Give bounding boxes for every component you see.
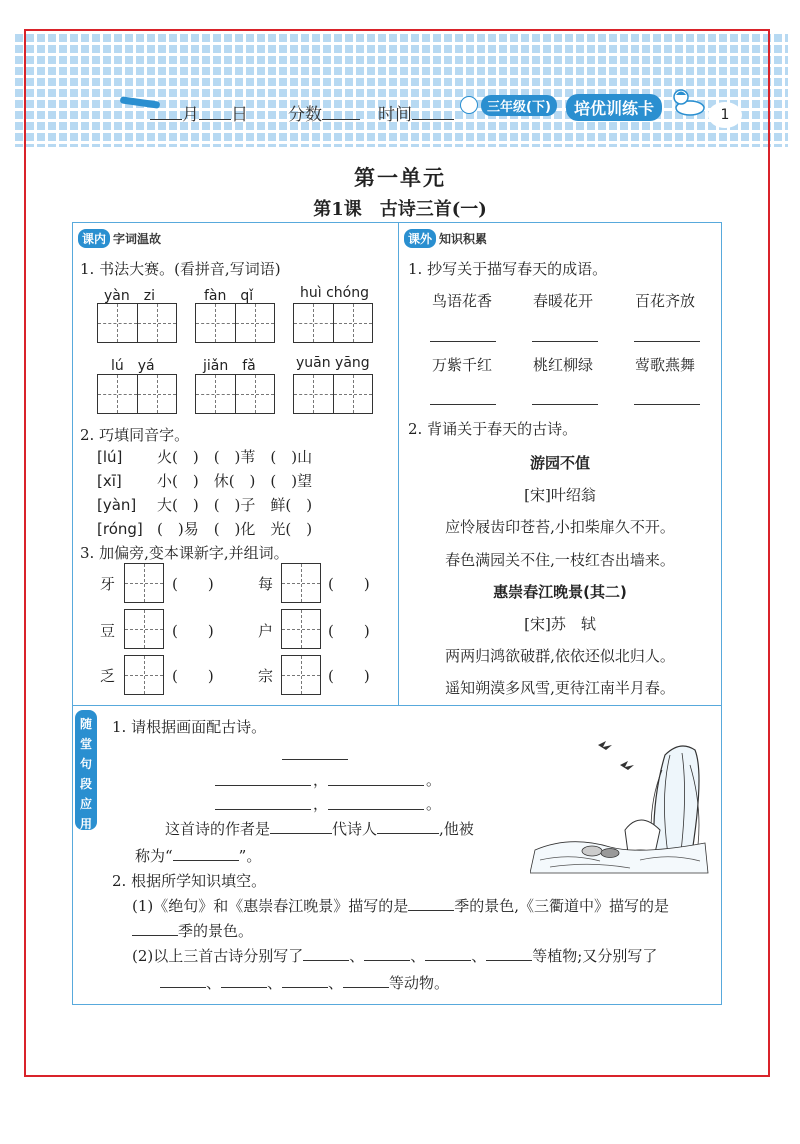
pinyin-label: jiǎn fǎ — [203, 358, 256, 374]
idiom: 鸟语花香 — [432, 292, 493, 310]
q2-2-line-end: 、 、 、 等动物。 — [160, 972, 449, 993]
idiom: 百花齐放 — [635, 292, 696, 310]
poem-line: 春色满园关不住,一枝红杏出墙来。 — [445, 551, 675, 569]
homophone-row: [róng] ( )易 ( )化 光( ) — [97, 520, 313, 538]
poem-title-blank[interactable] — [282, 758, 348, 760]
q2-1-line-end: 季的景色。 — [132, 920, 253, 941]
left-q2-prompt: 2. 巧填同音字。 — [80, 426, 190, 444]
writing-grid[interactable] — [97, 374, 177, 414]
poem-title: 惠崇春江晚景(其二) — [493, 583, 627, 601]
char-box[interactable] — [281, 563, 321, 603]
char-box[interactable] — [281, 609, 321, 649]
q2-2-line: (2)以上三首古诗分别写了 、 、 、 等植物;又分别写了 — [132, 947, 658, 965]
answer-blank[interactable] — [215, 784, 311, 786]
pinyin-label: lú yá — [111, 358, 155, 374]
radical-char: 宗 — [258, 667, 274, 685]
mascot-icon — [668, 86, 706, 116]
brand-label: 培优训练卡 — [566, 94, 662, 121]
pinyin-label: fàn qǐ — [204, 288, 254, 304]
char-box[interactable] — [124, 655, 164, 695]
answer-blank[interactable] — [634, 403, 700, 405]
homophone-row: [lú] 火( ) ( )苇 ( )山 — [97, 448, 313, 466]
page-number: 1 — [708, 102, 742, 128]
bottom-section-tag: 随 堂 句 段 应 用 — [75, 710, 97, 830]
poem-line: 两两归鸿欲破群,依依还似北归人。 — [445, 647, 675, 665]
period-mark: 。 — [426, 795, 442, 813]
poem-author: [宋]苏 轼 — [524, 615, 596, 633]
pinyin-label: yuān yāng — [296, 355, 370, 371]
radical-char: 豆 — [100, 622, 116, 640]
answer-blank[interactable] — [430, 340, 496, 342]
grade-badge: 三年级(下) — [481, 95, 557, 116]
poem-author: [宋]叶绍翁 — [524, 486, 596, 504]
time-field: 时间 — [378, 100, 454, 125]
char-box[interactable] — [281, 655, 321, 695]
left-section-tag: 课内 字词温故 — [78, 229, 161, 248]
answer-blank[interactable] — [328, 808, 424, 810]
answer-blank[interactable] — [328, 784, 424, 786]
word-paren: ( ) — [172, 667, 214, 685]
bottom-q2-prompt: 2. 根据所学知识填空。 — [112, 872, 267, 890]
author-sentence-end: 称为“ ”。 — [135, 847, 262, 865]
q2-1-line: (1)《绝句》和《惠崇春江晚景》描写的是 季的景色,《三衢道中》描写的是 — [132, 897, 670, 915]
right-q2-prompt: 2. 背诵关于春天的古诗。 — [408, 420, 578, 438]
comma-mark: ， — [313, 795, 329, 813]
willow-swallow-illustration — [530, 735, 710, 875]
answer-blank[interactable] — [430, 403, 496, 405]
lesson-title: 第1课 古诗三首(一) — [313, 199, 487, 220]
idiom: 万紫千红 — [432, 356, 493, 374]
unit-title: 第一单元 — [354, 165, 446, 190]
writing-grid[interactable] — [195, 303, 275, 343]
writing-grid[interactable] — [293, 374, 373, 414]
word-paren: ( ) — [172, 622, 214, 640]
word-paren: ( ) — [328, 667, 370, 685]
poem-title: 游园不值 — [529, 454, 590, 472]
radical-char: 户 — [258, 622, 274, 640]
idiom: 莺歌燕舞 — [635, 356, 696, 374]
radical-char: 乏 — [100, 667, 116, 685]
answer-blank[interactable] — [532, 340, 598, 342]
score-field: 分数 — [288, 100, 360, 125]
comma-mark: ， — [313, 771, 329, 789]
word-paren: ( ) — [172, 575, 214, 593]
clock-icon — [460, 96, 478, 114]
left-q1-prompt: 1. 书法大赛。(看拼音,写词语) — [80, 260, 281, 278]
word-paren: ( ) — [328, 622, 370, 640]
answer-blank[interactable] — [215, 808, 311, 810]
poem-line: 应怜屐齿印苍苔,小扣柴扉久不开。 — [445, 518, 675, 536]
author-sentence: 这首诗的作者是 代诗人 ,他被 — [165, 820, 474, 838]
answer-blank[interactable] — [634, 340, 700, 342]
char-box[interactable] — [124, 563, 164, 603]
writing-grid[interactable] — [195, 374, 275, 414]
writing-grid[interactable] — [293, 303, 373, 343]
pinyin-label: huì chóng — [300, 285, 369, 301]
pinyin-label: yàn zi — [104, 288, 155, 304]
word-paren: ( ) — [328, 575, 370, 593]
homophone-row: [yàn] 大( ) ( )子 鲜( ) — [97, 496, 313, 514]
idiom: 桃红柳绿 — [533, 356, 594, 374]
right-q1-prompt: 1. 抄写关于描写春天的成语。 — [408, 260, 608, 278]
homophone-row: [xī] 小( ) 休( ) ( )望 — [97, 472, 313, 490]
char-box[interactable] — [124, 609, 164, 649]
radical-char: 牙 — [100, 575, 116, 593]
radical-char: 每 — [258, 575, 274, 593]
bottom-q1-prompt: 1. 请根据画面配古诗。 — [112, 718, 267, 736]
writing-grid[interactable] — [97, 303, 177, 343]
answer-blank[interactable] — [532, 403, 598, 405]
period-mark: 。 — [426, 771, 442, 789]
right-section-tag: 课外 知识积累 — [404, 229, 487, 248]
idiom: 春暖花开 — [533, 292, 594, 310]
poem-line: 遥知朔漠多风雪,更待江南半月春。 — [445, 679, 675, 697]
left-q3-prompt: 3. 加偏旁,变本课新字,并组词。 — [80, 544, 289, 562]
date-field: 月 日 — [150, 100, 248, 125]
